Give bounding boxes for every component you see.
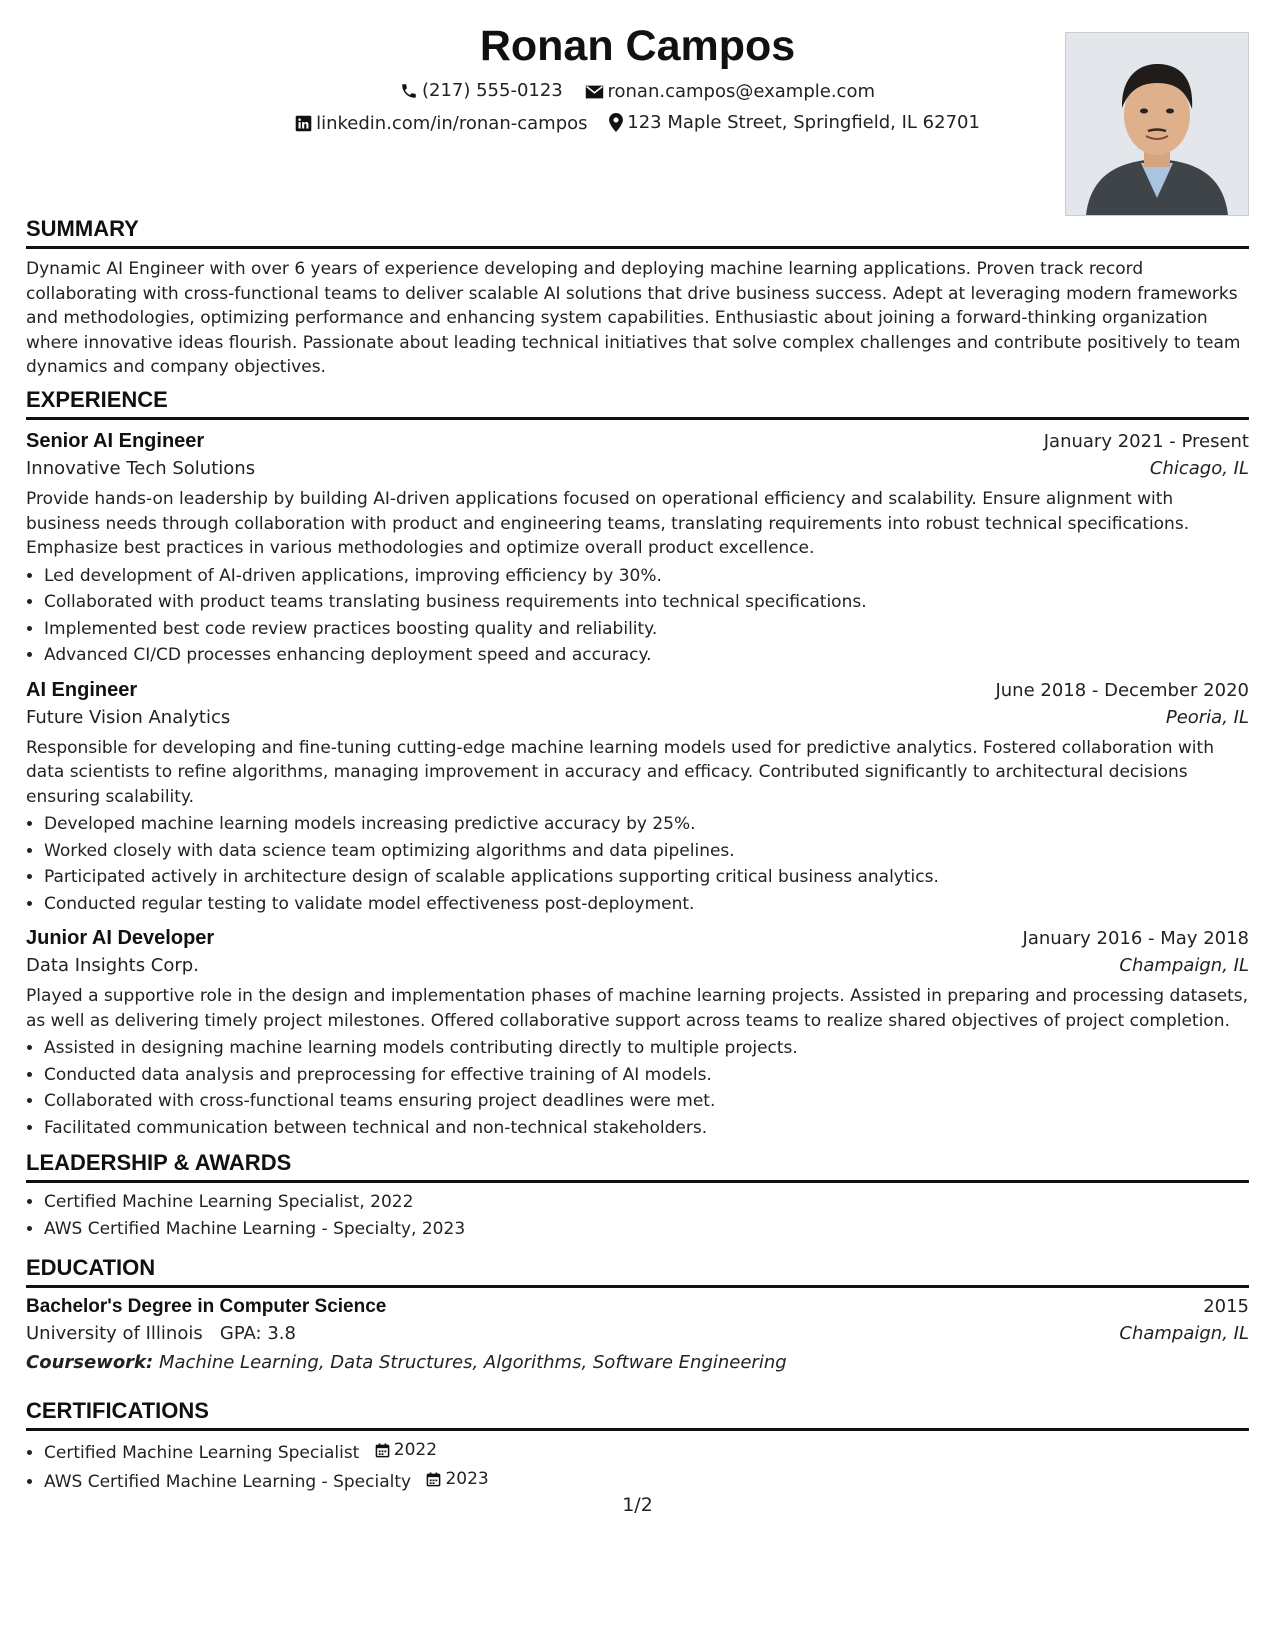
coursework-label: Coursework: bbox=[26, 1352, 154, 1373]
page-number: 1/2 bbox=[622, 1494, 653, 1516]
gpa: GPA: 3.8 bbox=[219, 1323, 296, 1344]
job-description: Responsible for developing and fine-tuning cutting-edge machine learning models used for predictive analytics. Fostered collaboration with data scientists to refine algorithms, managing improvement in accuracy and efficacy. Contributed significantly to architectural decisions ensuring scalability. bbox=[26, 737, 1214, 807]
summary-section bbox=[26, 216, 1249, 380]
address-contact bbox=[609, 112, 980, 133]
certifications-heading: CERTIFICATIONS bbox=[26, 1398, 1249, 1431]
leadership-list bbox=[26, 1189, 1249, 1242]
summary-heading: SUMMARY bbox=[26, 216, 1249, 249]
experience-heading: EXPERIENCE bbox=[26, 387, 1249, 420]
job-bullets bbox=[26, 563, 1249, 669]
summary-text: Dynamic AI Engineer with over 6 years of experience developing and deploying machine learning applications. Proven track record collaborating with cross-functional teams to deliver scalable AI solutions that drive business success. Adept at leveraging modern frameworks and methodologies, optimizing performance and enhancing system capabilities. Enthusiastic about joining a forward-thinking organization where innovative ideas flourish. Passionate about leading technical initiatives that solve complex challenges and contribute positively to team dynamics and company objectives. bbox=[26, 259, 1241, 377]
email-contact[interactable] bbox=[585, 81, 876, 102]
list-item bbox=[44, 1466, 1249, 1495]
calendar-icon bbox=[375, 1443, 390, 1458]
calendar-icon bbox=[426, 1472, 441, 1487]
list-item: • Conducted data analysis and preprocessing for effective training of AI models. bbox=[44, 1062, 1249, 1089]
phone-number: (217) 555-0123 bbox=[421, 80, 563, 101]
certification-date bbox=[375, 1437, 437, 1464]
certification-name: AWS Certified Machine Learning - Specialty bbox=[44, 1472, 412, 1492]
job-title: Senior AI Engineer bbox=[26, 430, 205, 452]
list-item: • Collaborated with cross-functional teams ensuring project deadlines were met. bbox=[44, 1088, 1249, 1115]
graduation-year: 2015 bbox=[1203, 1296, 1249, 1317]
leadership-section bbox=[26, 1150, 1249, 1242]
linkedin-contact[interactable] bbox=[295, 113, 587, 134]
education-section bbox=[26, 1255, 1249, 1373]
profile-photo-image bbox=[1066, 33, 1248, 215]
coursework bbox=[26, 1352, 1249, 1373]
job-bullets bbox=[26, 1035, 1249, 1141]
certification-year: 2022 bbox=[393, 1440, 438, 1460]
job-dates: January 2021 - Present bbox=[1043, 431, 1249, 452]
job-description: Provide hands-on leadership by building AI-driven applications focused on operational efficiency and scalability. Ensure alignment with business needs through collaboration with product and engineering teams, translating requirements into robust technical specifications. Emphasize best practices in various methodologies and optimize overall product excellence. bbox=[26, 489, 1190, 558]
resume-page bbox=[26, 0, 1249, 1650]
job-dates: January 2016 - May 2018 bbox=[1022, 928, 1249, 949]
job-bullets bbox=[26, 811, 1249, 917]
certification-year: 2023 bbox=[445, 1469, 489, 1490]
certifications-section bbox=[26, 1398, 1249, 1496]
list-item: • AWS Certified Machine Learning - Specialty, 2023 bbox=[44, 1216, 1249, 1243]
job-location: Champaign, IL bbox=[1119, 955, 1249, 976]
list-item: • Developed machine learning models increasing predictive accuracy by 25%. bbox=[44, 811, 1249, 838]
job-description: Played a supportive role in the design and implementation phases of machine learning projects. Assisted in preparing and processing datasets, as well as delivering timely project milestones. Offered collaborative support across teams to realize shared objectives of project completion. bbox=[26, 986, 1249, 1031]
email-address[interactable]: ronan.campos@example.com bbox=[607, 81, 876, 102]
job-entry bbox=[26, 679, 1249, 918]
experience-section bbox=[26, 387, 1249, 1141]
linkedin-url[interactable]: linkedin.com/in/ronan-campos bbox=[316, 113, 588, 134]
candidate-name: Ronan Campos bbox=[479, 22, 796, 70]
company-name: Innovative Tech Solutions bbox=[26, 458, 256, 479]
certifications-list bbox=[26, 1437, 1249, 1496]
certification-date bbox=[426, 1466, 488, 1493]
company-name: Future Vision Analytics bbox=[26, 706, 231, 728]
list-item: • Implemented best code review practices boosting quality and reliability. bbox=[44, 616, 1249, 643]
job-title: AI Engineer bbox=[26, 678, 138, 701]
envelope-icon bbox=[585, 84, 604, 100]
school-name: University of Illinois bbox=[26, 1323, 203, 1344]
school-info bbox=[26, 1323, 296, 1344]
list-item: • Conducted regular testing to validate model effectiveness post-deployment. bbox=[44, 891, 1249, 918]
certification-name: Certified Machine Learning Specialist bbox=[44, 1442, 360, 1463]
phone-icon bbox=[400, 82, 418, 100]
list-item: • Led development of AI-driven applications, improving efficiency by 30%. bbox=[44, 563, 1249, 590]
list-item: • Advanced CI/CD processes enhancing deployment speed and accuracy. bbox=[44, 642, 1249, 669]
job-location: Peoria, IL bbox=[1165, 706, 1249, 728]
list-item bbox=[44, 1437, 1249, 1466]
phone-contact bbox=[400, 80, 563, 101]
job-title: Junior AI Developer bbox=[26, 927, 215, 949]
job-entry bbox=[26, 927, 1249, 1141]
street-address: 123 Maple Street, Springfield, IL 62701 bbox=[627, 112, 980, 133]
list-item: • Certified Machine Learning Specialist, 2022 bbox=[44, 1189, 1249, 1216]
job-entry bbox=[26, 430, 1249, 669]
job-location: Chicago, IL bbox=[1149, 458, 1249, 479]
list-item: • Collaborated with product teams translating business requirements into technical specifications. bbox=[44, 589, 1249, 616]
list-item: • Facilitated communication between technical and non-technical stakeholders. bbox=[44, 1115, 1249, 1142]
leadership-heading: LEADERSHIP & AWARDS bbox=[26, 1150, 1249, 1183]
list-item: • Assisted in designing machine learning models contributing directly to multiple projects. bbox=[44, 1035, 1249, 1062]
school-location: Champaign, IL bbox=[1119, 1323, 1249, 1344]
list-item: • Worked closely with data science team optimizing algorithms and data pipelines. bbox=[44, 838, 1249, 865]
degree-title: Bachelor's Degree in Computer Science bbox=[26, 1296, 387, 1317]
education-heading: EDUCATION bbox=[26, 1255, 1249, 1288]
profile-photo bbox=[1065, 32, 1249, 216]
linkedin-icon bbox=[295, 115, 312, 132]
list-item: • Participated actively in architecture design of scalable applications supporting critical business analytics. bbox=[44, 864, 1249, 891]
job-dates: June 2018 - December 2020 bbox=[995, 679, 1249, 701]
company-name: Data Insights Corp. bbox=[26, 955, 199, 976]
resume-header bbox=[26, 0, 1249, 215]
coursework-list: Machine Learning, Data Structures, Algorithms, Software Engineering bbox=[158, 1352, 787, 1373]
map-pin-icon bbox=[609, 113, 623, 132]
